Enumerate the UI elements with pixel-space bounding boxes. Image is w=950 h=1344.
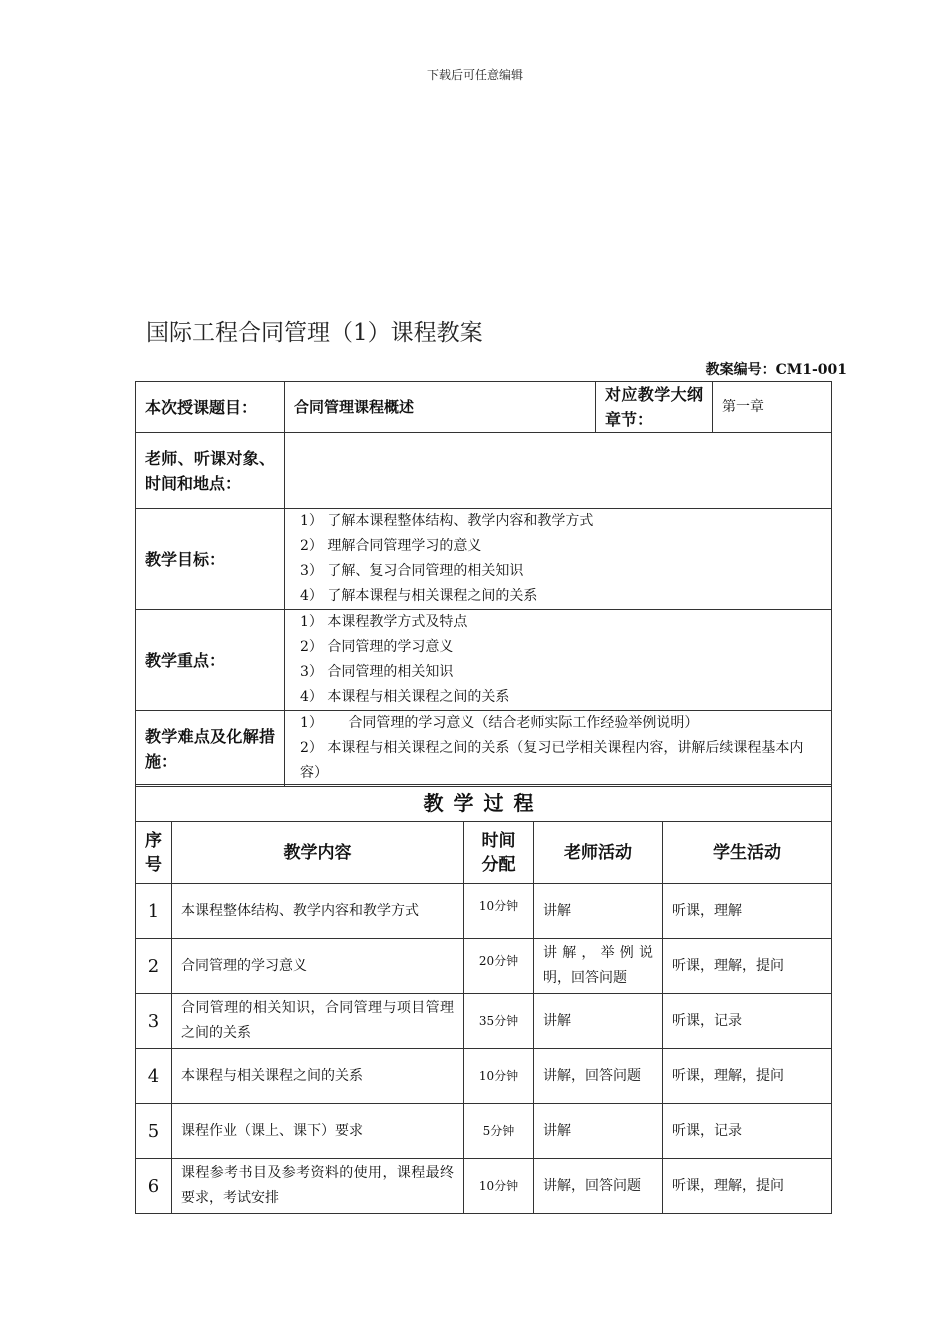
- objective-item: 2） 理解合同管理学习的意义: [300, 538, 482, 554]
- keypoint-item: 3） 合同管理的相关知识: [300, 664, 454, 680]
- keypoints-row: [136, 610, 832, 711]
- row-time: 10分钟: [464, 1049, 534, 1104]
- row-content: 课程作业（课上、课下）要求: [172, 1104, 464, 1159]
- row-seq: 3: [136, 994, 172, 1049]
- process-title: 教学过程: [136, 785, 832, 822]
- table-row: [136, 994, 832, 1049]
- topic-label: 本次授课题目：: [136, 382, 285, 433]
- objectives-row: [136, 509, 832, 610]
- header-teacher: 老师活动: [534, 822, 663, 884]
- row-time: 35分钟: [464, 994, 534, 1049]
- row-student: 听课，理解，提问: [663, 1049, 832, 1104]
- row-content: 合同管理的相关知识，合同管理与项目管理之间的关系: [172, 994, 464, 1049]
- process-title-row: [136, 785, 832, 822]
- table-row: [136, 884, 832, 939]
- row-seq: 5: [136, 1104, 172, 1159]
- row-content: 本课程整体结构、教学内容和教学方式: [172, 884, 464, 939]
- audience-row: [136, 433, 832, 509]
- row-student: 听课，理解，提问: [663, 939, 832, 994]
- row-teacher: 讲解，回答问题: [534, 1049, 663, 1104]
- row-content: 课程参考书目及参考资料的使用，课程最终要求，考试安排: [172, 1159, 464, 1214]
- row-student: 听课，理解: [663, 884, 832, 939]
- row-content: 合同管理的学习意义: [172, 939, 464, 994]
- objectives-list: [285, 509, 832, 610]
- difficulties-label: 教学难点及化解措施：: [136, 711, 285, 787]
- keypoints-label: 教学重点：: [136, 610, 285, 711]
- table-row: [136, 1049, 832, 1104]
- document-title: 国际工程合同管理（1）课程教案: [146, 320, 483, 346]
- row-seq: 6: [136, 1159, 172, 1214]
- row-seq: 4: [136, 1049, 172, 1104]
- outline-value: 第一章: [713, 382, 832, 433]
- row-content: 本课程与相关课程之间的关系: [172, 1049, 464, 1104]
- difficulties-list: [285, 711, 832, 787]
- row-student: 听课，记录: [663, 1104, 832, 1159]
- outline-label: 对应教学大纲章节：: [596, 382, 713, 433]
- header-seq: 序号: [136, 822, 172, 884]
- table-row: [136, 939, 832, 994]
- row-teacher: 讲解: [534, 994, 663, 1049]
- objectives-label: 教学目标：: [136, 509, 285, 610]
- header-content: 教学内容: [172, 822, 464, 884]
- row-student: 听课，理解，提问: [663, 1159, 832, 1214]
- row-teacher: 讲解: [534, 884, 663, 939]
- topic-row: [136, 382, 832, 433]
- objective-item: 4） 了解本课程与相关课程之间的关系: [300, 588, 538, 604]
- row-time: 20分钟: [464, 939, 534, 994]
- topic-value: 合同管理课程概述: [285, 382, 596, 433]
- row-student: 听课，记录: [663, 994, 832, 1049]
- lesson-info-table: [135, 381, 832, 787]
- table-row: [136, 1159, 832, 1214]
- objective-item: 3） 了解、复习合同管理的相关知识: [300, 563, 524, 579]
- row-time: 5分钟: [464, 1104, 534, 1159]
- document-number: 教案编号：CM1-001: [705, 362, 847, 378]
- difficulty-item: 2） 本课程与相关课程之间的关系（复习已学相关课程内容，讲解后续课程基本内容）: [300, 740, 804, 781]
- header-time: 时间分配: [464, 822, 534, 884]
- audience-label: 老师、听课对象、时间和地点：: [136, 433, 285, 509]
- header-note: 下载后可任意编辑: [426, 68, 523, 82]
- audience-value: [285, 433, 832, 509]
- keypoint-item: 1） 本课程教学方式及特点: [300, 614, 468, 630]
- row-time: 10分钟: [464, 1159, 534, 1214]
- row-seq: 1: [136, 884, 172, 939]
- row-teacher: 讲解，回答问题: [534, 1159, 663, 1214]
- difficulty-item: 1） 合同管理的学习意义（结合老师实际工作经验举例说明）: [300, 715, 699, 731]
- teaching-process-table: [135, 784, 832, 1214]
- keypoint-item: 2） 合同管理的学习意义: [300, 639, 454, 655]
- process-header-row: [136, 822, 832, 884]
- keypoint-item: 4） 本课程与相关课程之间的关系: [300, 689, 510, 705]
- objective-item: 1） 了解本课程整体结构、教学内容和教学方式: [300, 513, 594, 529]
- header-student: 学生活动: [663, 822, 832, 884]
- row-teacher: 讲解: [534, 1104, 663, 1159]
- difficulties-row: [136, 711, 832, 787]
- row-time: 10分钟: [464, 884, 534, 939]
- keypoints-list: [285, 610, 832, 711]
- row-teacher: 讲解，举例说明，回答问题: [534, 939, 663, 994]
- table-row: [136, 1104, 832, 1159]
- row-seq: 2: [136, 939, 172, 994]
